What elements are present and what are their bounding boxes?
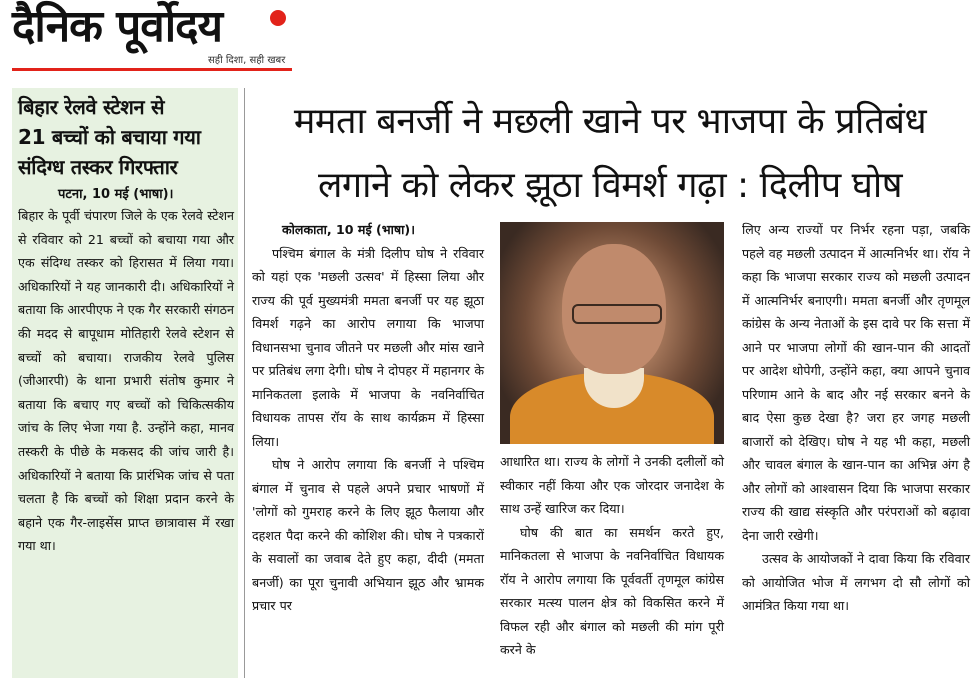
main-story-column-3 [742,218,970,618]
side-story-body: बिहार के पूर्वी चंपारण जिले के एक रेलवे स्टेशन से रविवार को 21 बच्चों को बचाया गया और एक संदिग्ध तस्कर को हिरासत में लिया गया। अधिकारियों ने यह जानकारी दी। अधिकारियों ने बताया कि आरपीएफ ने एक गैर सरकारी संगठन की मदद से बापूधाम मोतिहारी रेलवे स्टेशन से बच्चों को बचाया। राजकीय रेलवे पुलिस (जीआरपी) के थाना प्रभारी संतोष कुमार ने बताया कि बचाए गए बच्चों को चिकित्सकीय जांच के लिए भेजा गया है. उन्होंने कहा, मानव तस्करी के पीछे के मकसद की जांच जारी है। अधिकारियों ने बताया कि प्रारंभिक जांच से पता चलता है कि बच्चों को शिक्षा प्रदान करने के बहाने एक गैर-लाइसेंस प्राप्त छात्रावास में रखा गया था। [18,208,234,554]
paragraph: लिए अन्य राज्यों पर निर्भर रहना पड़ा, जबकि पहले वह मछली उत्पादन में आत्मनिर्भर था। रॉय ने कहा कि भाजपा सरकार राज्य को मछली उत्पादन में आत्मनिर्भर बनाएगी। ममता बनर्जी और तृणमूल कांग्रेस के अन्य नेताओं के इस दावे पर कि सत्ता में आने पर भाजपा लोगों की खान-पान की आदतों पर आदेश थोपेगी, उन्होंने कहा, क्या आपने चुनाव परिणाम आने के बाद और नई सरकार बनने के बाद ऐसा कुछ देखा है? जरा हर जगह मछली बाजारों को देखिए। घोष ने यह भी कहा, मछली और चावल बंगाल के खान-पान का अभिन्न अंग है और लोगों को आश्वासन दिया कि भाजपा सरकार राज्य की खाद्य संस्कृति और परंपराओं को बढ़ावा देना जारी रखेगी। [742,222,970,543]
logo-dot-icon [270,10,286,26]
main-story-dateline: कोलकाता, 10 मई (भाषा)। [282,222,415,237]
masthead-rule [12,68,292,71]
news-photo [500,222,724,444]
main-story-column-1 [252,218,484,618]
paragraph: उत्सव के आयोजकों ने दावा किया कि रविवार को आयोजित भोज में लगभग दो सौ लोगों को आमंत्रित किया गया था। [742,551,970,613]
main-headline-line: लगाने को लेकर झूठा विमर्श गढ़ा : दिलीप घोष [317,165,903,206]
paragraph: घोष की बात का समर्थन करते हुए, मानिकतला से भाजपा के नवनिर्वाचित विधायक रॉय ने आरोप लगाया कि पूर्ववर्ती तृणमूल कांग्रेस सरकार मत्स्य पालन क्षेत्र को विकसित करने में विफल रही और बंगाल को मछली की मांग पूरी करने के [500,524,724,657]
main-story-column-2 [500,450,724,662]
photo-figure-glasses [572,304,662,324]
paragraph: घोष ने आरोप लगाया कि बनर्जी ने पश्चिम बंगाल में चुनाव से पहले अपने प्रचार भाषणों में 'लोगों को गुमराह करने के लिए झूठ फैलाया और दहशत पैदा करने की कोशिश की। घोष ने पत्रकारों के सवालों का जवाब देते हुए कहा, दीदी (ममता बनर्जी) का पूरा चुनावी अभियान झूठ और भ्रामक प्रचार पर [252,457,484,613]
side-headline-line: 21 बच्चों को बचाया गया [18,125,201,149]
main-story-headline [252,90,968,218]
side-story-headline [18,92,234,182]
side-headline-line: बिहार रेलवे स्टेशन से [18,95,165,119]
column-divider [244,88,245,678]
side-story-dateline: पटना, 10 मई (भाषा)। [58,187,174,202]
newspaper-logo: दैनिक पूर्वोदय [12,1,223,52]
side-headline-line: संदिग्ध तस्कर गिरफ्तार [18,155,178,179]
paragraph: आधारित था। राज्य के लोगों ने उनकी दलीलों को स्वीकार नहीं किया और एक जोरदार जनादेश के साथ उन्हें खारिज कर दिया। [500,454,724,516]
masthead-tagline: सही दिशा, सही खबर [208,55,286,66]
side-story [12,88,238,678]
paragraph: पश्चिम बंगाल के मंत्री दिलीप घोष ने रविवार को यहां एक 'मछली उत्सव' में हिस्सा लिया और राज्य की पूर्व मुख्यमंत्री ममता बनर्जी पर यह झूठा विमर्श गढ़ने का आरोप लगाया कि भाजपा विधानसभा चुनाव जीतने पर मछली और मांस खाने पर प्रतिबंध लगा देगी। घोष ने दोपहर में महानगर के मानिकतला इलाके में भाजपा के नवनिर्वाचित विधायक तापस रॉय के साथ कार्यक्रम में हिस्सा लिया। [252,245,484,449]
masthead [12,0,292,78]
main-headline-line: ममता बनर्जी ने मछली खाने पर भाजपा के प्रतिबंध [293,101,927,142]
